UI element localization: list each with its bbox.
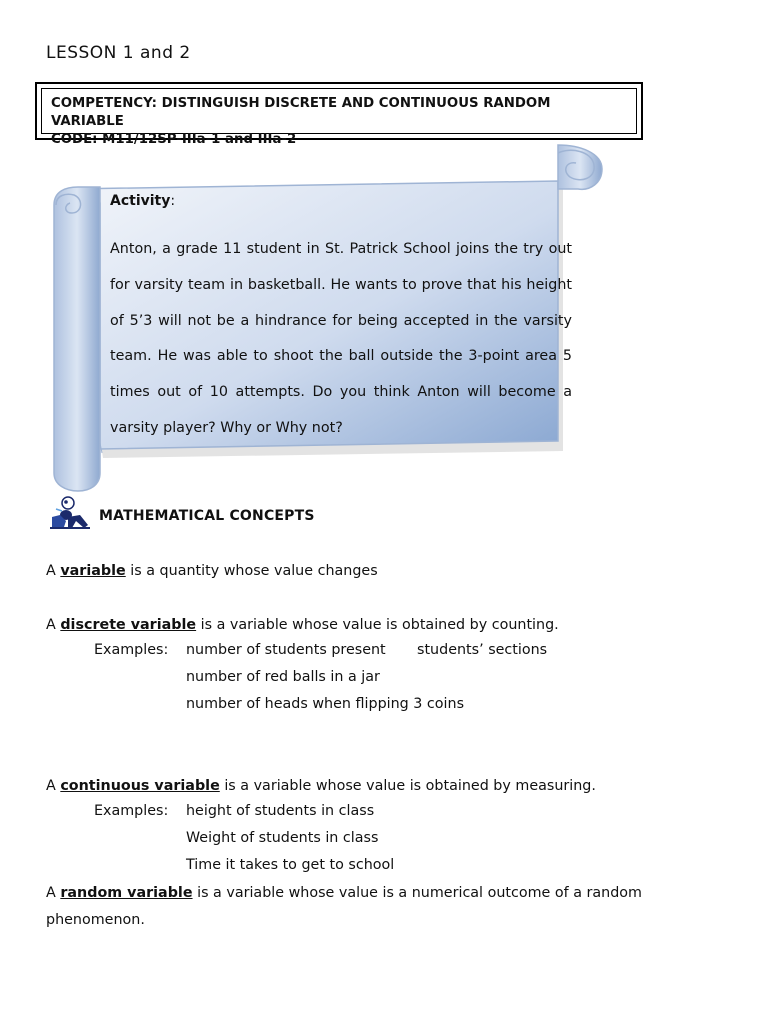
term-variable: variable: [60, 563, 126, 579]
term-continuous-variable: continuous variable: [60, 778, 220, 794]
example-item: Weight of students in class: [186, 830, 379, 846]
example-item: number of students present: [186, 642, 386, 658]
example-item: number of heads when flipping 3 coins: [186, 696, 465, 712]
lesson-title: LESSON 1 and 2: [46, 43, 191, 63]
competency-line: COMPETENCY: DISTINGUISH DISCRETE AND CONTINUOUS RANDOM VARIABLE: [51, 96, 551, 129]
example-item: height of students in class: [186, 803, 375, 819]
examples-label: Examples:: [94, 803, 169, 819]
definition-continuous: [46, 777, 596, 795]
thinking-person-icon: [46, 495, 92, 533]
definition-random: [46, 884, 642, 902]
activity-label: [110, 193, 175, 209]
math-concepts-heading: MATHEMATICAL CONCEPTS: [99, 508, 315, 524]
def-prefix: A: [46, 885, 56, 901]
example-item: students’ sections: [417, 642, 548, 658]
activity-body: Anton, a grade 11 student in St. Patrick School joins the try out for varsity team in basketball. He wants to prove that his height of 5’3 will not be a hindrance for being accepted in the varsity team. He was able to shoot the ball outside the 3-point area 5 times out of 10 attempts. Do you think Anton will become a varsity player? Why or Why not?: [110, 241, 572, 436]
def-rest: is a variable whose value is obtained by measuring.: [224, 778, 596, 794]
def-prefix: A: [46, 617, 56, 633]
definition-variable: [46, 562, 378, 580]
term-discrete-variable: discrete variable: [60, 617, 197, 633]
def-rest: is a variable whose value is a numerical outcome of a random: [197, 885, 642, 901]
activity-colon: :: [170, 193, 176, 209]
example-item: Time it takes to get to school: [186, 857, 395, 873]
term-random-variable: random variable: [60, 885, 193, 901]
competency-inner: [41, 88, 637, 147]
definition-discrete: [46, 616, 559, 634]
def-prefix: A: [46, 778, 56, 794]
def-rest: is a quantity whose value changes: [130, 563, 378, 579]
example-item: number of red balls in a jar: [186, 669, 380, 685]
code-line: CODE: M11/12SP-IIIa-1 and IIIa-2: [51, 132, 297, 147]
definition-random-continuation: phenomenon.: [46, 912, 145, 928]
activity-label-text: Activity: [110, 193, 171, 209]
examples-label: Examples:: [94, 642, 169, 658]
activity-scroll: [50, 143, 606, 493]
def-rest: is a variable whose value is obtained by counting.: [200, 617, 559, 633]
competency-box: [35, 82, 643, 147]
def-prefix: A: [46, 563, 56, 579]
